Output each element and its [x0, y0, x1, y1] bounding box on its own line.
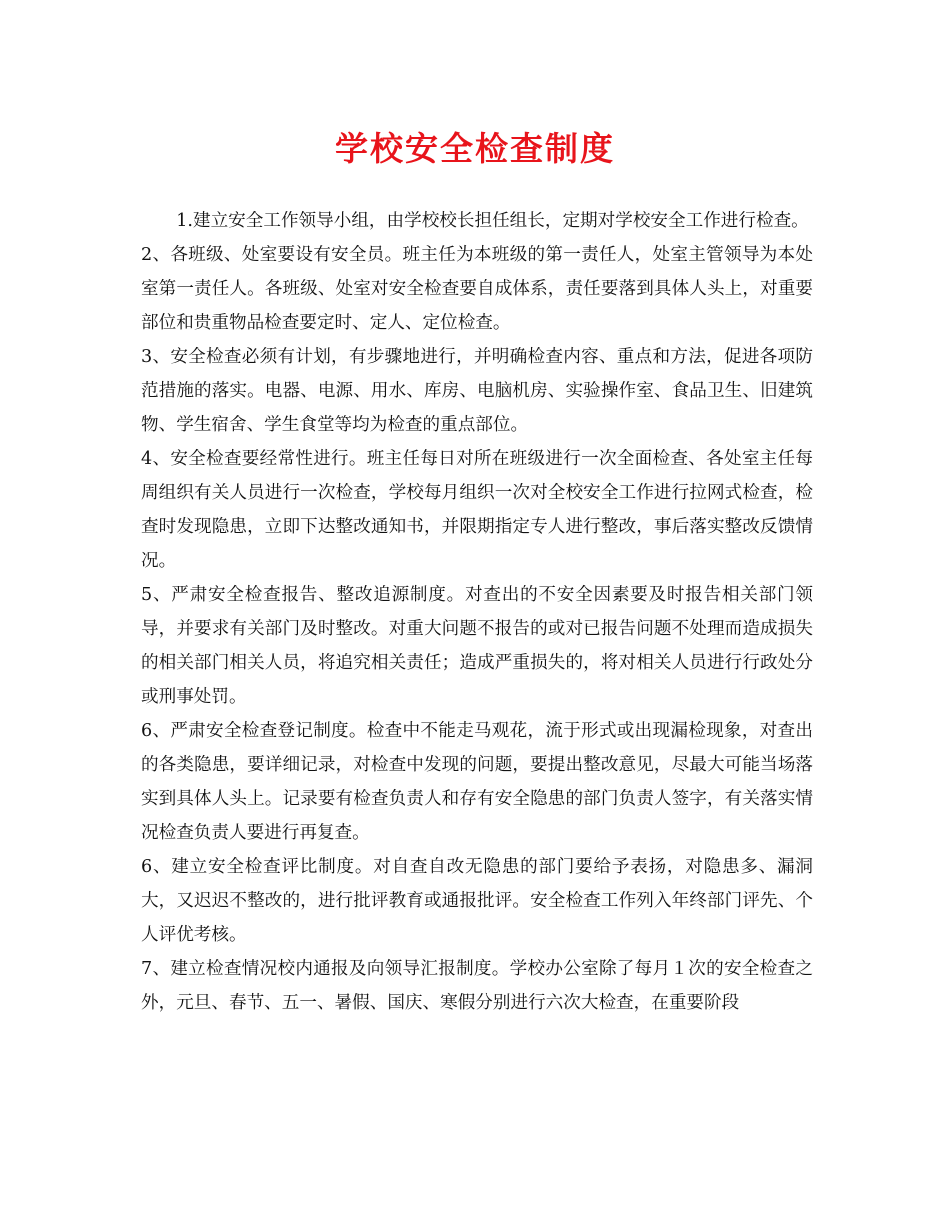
document-body	[141, 204, 813, 1020]
document-title: 学校安全检查制度	[335, 129, 615, 168]
paragraph-7: 7、建立检查情况校内通报及向领导汇报制度。学校办公室除了每月１次的安全检查之外，元旦、春节、五一、暑假、国庆、寒假分别进行六次大检查，在重要阶段	[141, 959, 813, 1013]
paragraph-6a: 6、严肃安全检查登记制度。检查中不能走马观花，流于形式或出现漏检现象，对查出的各类隐患，要详细记录，对检查中发现的问题，要提出整改意见，尽最大可能当场落实到具体人头上。记录要有检查负责人和存有安全隐患的部门负责人签字，有关落实情况检查负责人要进行再复查。	[141, 721, 813, 843]
paragraph-3: 3、安全检查必须有计划，有步骤地进行，并明确检查内容、重点和方法，促进各项防范措施的落实。电器、电源、用水、库房、电脑机房、实验操作室、食品卫生、旧建筑物、学生宿舍、学生食堂等均为检查的重点部位。	[141, 347, 813, 435]
paragraph-6b: 6、建立安全检查评比制度。对自查自改无隐患的部门要给予表扬，对隐患多、漏洞大，又迟迟不整改的，进行批评教育或通报批评。安全检查工作列入年终部门评先、个人评优考核。	[141, 857, 813, 945]
paragraph-1: 1.建立安全工作领导小组，由学校校长担任组长，定期对学校安全工作进行检查。	[176, 211, 809, 231]
paragraph-5: 5、严肃安全检查报告、整改追源制度。对查出的不安全因素要及时报告相关部门领导，并要求有关部门及时整改。对重大问题不报告的或对已报告问题不处理而造成损失的相关部门相关人员，将追究相关责任；造成严重损失的，将对相关人员进行行政处分或刑事处罚。	[141, 585, 813, 707]
paragraph-2: 2、各班级、处室要设有安全员。班主任为本班级的第一责任人，处室主管领导为本处室第一责任人。各班级、处室对安全检查要自成体系，责任要落到具体人头上，对重要部位和贵重物品检查要定时、定人、定位检查。	[141, 245, 813, 333]
paragraph-4: 4、安全检查要经常性进行。班主任每日对所在班级进行一次全面检查、各处室主任每周组织有关人员进行一次检查，学校每月组织一次对全校安全工作进行拉网式检查，检查时发现隐患，立即下达整改通知书，并限期指定专人进行整改，事后落实整改反馈情况。	[141, 449, 813, 571]
